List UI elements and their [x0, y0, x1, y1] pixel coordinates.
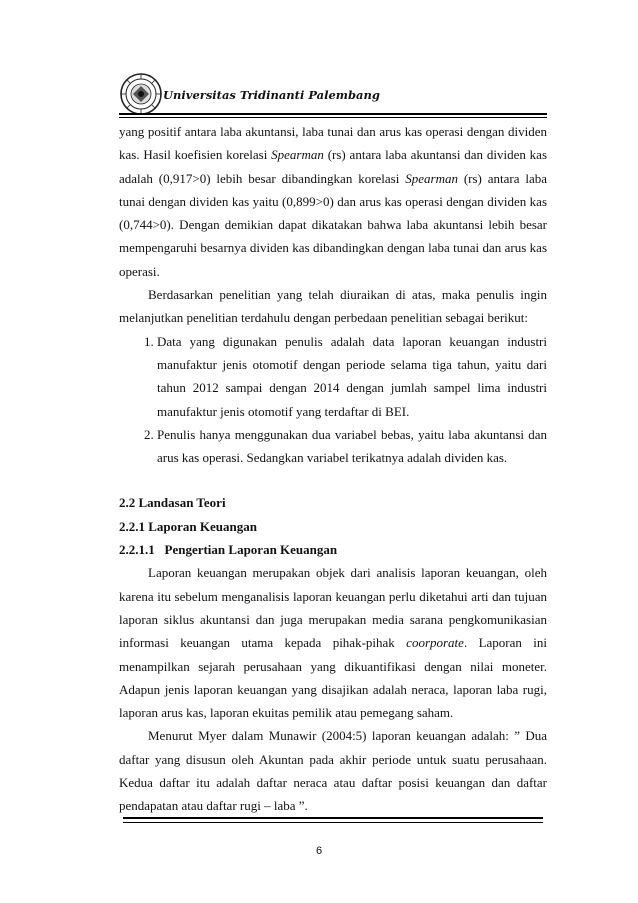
page-number: 6	[315, 845, 323, 857]
footer-rule-thin	[123, 822, 543, 823]
subsection-heading: 2.2.1 Laporan Keuangan	[119, 518, 257, 534]
list-item: 2. Penulis hanya menggunakan dua variabel bebas, yaitu laba akuntansi dan arus kas operasi. Sedangkan variabel terikatnya adalah dividen kas.	[157, 423, 547, 470]
university-seal-icon	[119, 72, 163, 116]
paragraph-myer-definition: Menurut Myer dalam Munawir (2004:5) laporan keuangan adalah: ” Dua daftar yang disusun oleh Akuntan pada akhir periode untuk suatu perusahaan. Kedua daftar itu adalah daftar neraca atau daftar posisi keuangan dan daftar pendapatan atau daftar rugi – laba ”.	[119, 728, 547, 814]
paragraph-laporan-keuangan: Laporan keuangan merupakan objek dari analisis laporan keuangan, oleh karena itu sebelum menganalisis laporan keuangan perlu diketahui arti dan tujuan laporan siklus akuntansi dan juga merupakan media sarana pengkomunikasian informasi keuangan utama kepada pihak-pihak coorporate. Laporan ini menampilkan sejarah perusahaan yang dikuantifikasi dengan nilai moneter. Adapun jenis laporan keuangan yang disajikan adalah neraca, laporan laba rugi, laporan arus kas, laporan ekuitas pemilik atau pemegang saham.	[119, 565, 547, 721]
header-rule-thin	[119, 117, 547, 118]
paragraph-continuation: yang positif antara laba akuntansi, laba tunai dan arus kas operasi dengan dividen kas. Hasil koefisien korelasi Spearman (rs) antara laba akuntansi dan dividen kas adalah (0,917>0) lebih besar dibandingkan korelasi Spearman (rs) antara laba tunai dengan dividen kas yaitu (0,899>0) dan arus kas operasi dengan dividen kas (0,744>0). Dengan demikian dapat dikatakan bahwa laba akuntansi lebih besar mempengaruhi besarnya dividen kas dibandingkan dengan laba tunai dan arus kas operasi.	[119, 124, 548, 279]
subsubsection-heading: 2.2.1.1 Pengertian Laporan Keuangan	[119, 542, 338, 558]
difference-list	[119, 330, 547, 470]
paragraph-research-diff: Berdasarkan penelitian yang telah diuraikan di atas, maka penulis ingin melanjutkan penelitian terdahulu dengan perbedaan penelitian sebagai berikut:	[119, 287, 547, 326]
document-body	[119, 120, 547, 818]
section-heading: 2.2 Landasan Teori	[119, 495, 226, 511]
footer-rule-thick	[123, 817, 543, 819]
list-item: 1. Data yang digunakan penulis adalah data laporan keuangan industri manufaktur jenis otomotif dengan periode selama tiga tahun, yaitu dari tahun 2012 sampai dengan 2014 dengan jumlah sampel lima industri manufaktur jenis otomotif yang terdaftar di BEI.	[157, 330, 547, 423]
header-rule-thick	[119, 113, 547, 115]
university-name: Universitas Tridinanti Palembang	[163, 88, 380, 102]
